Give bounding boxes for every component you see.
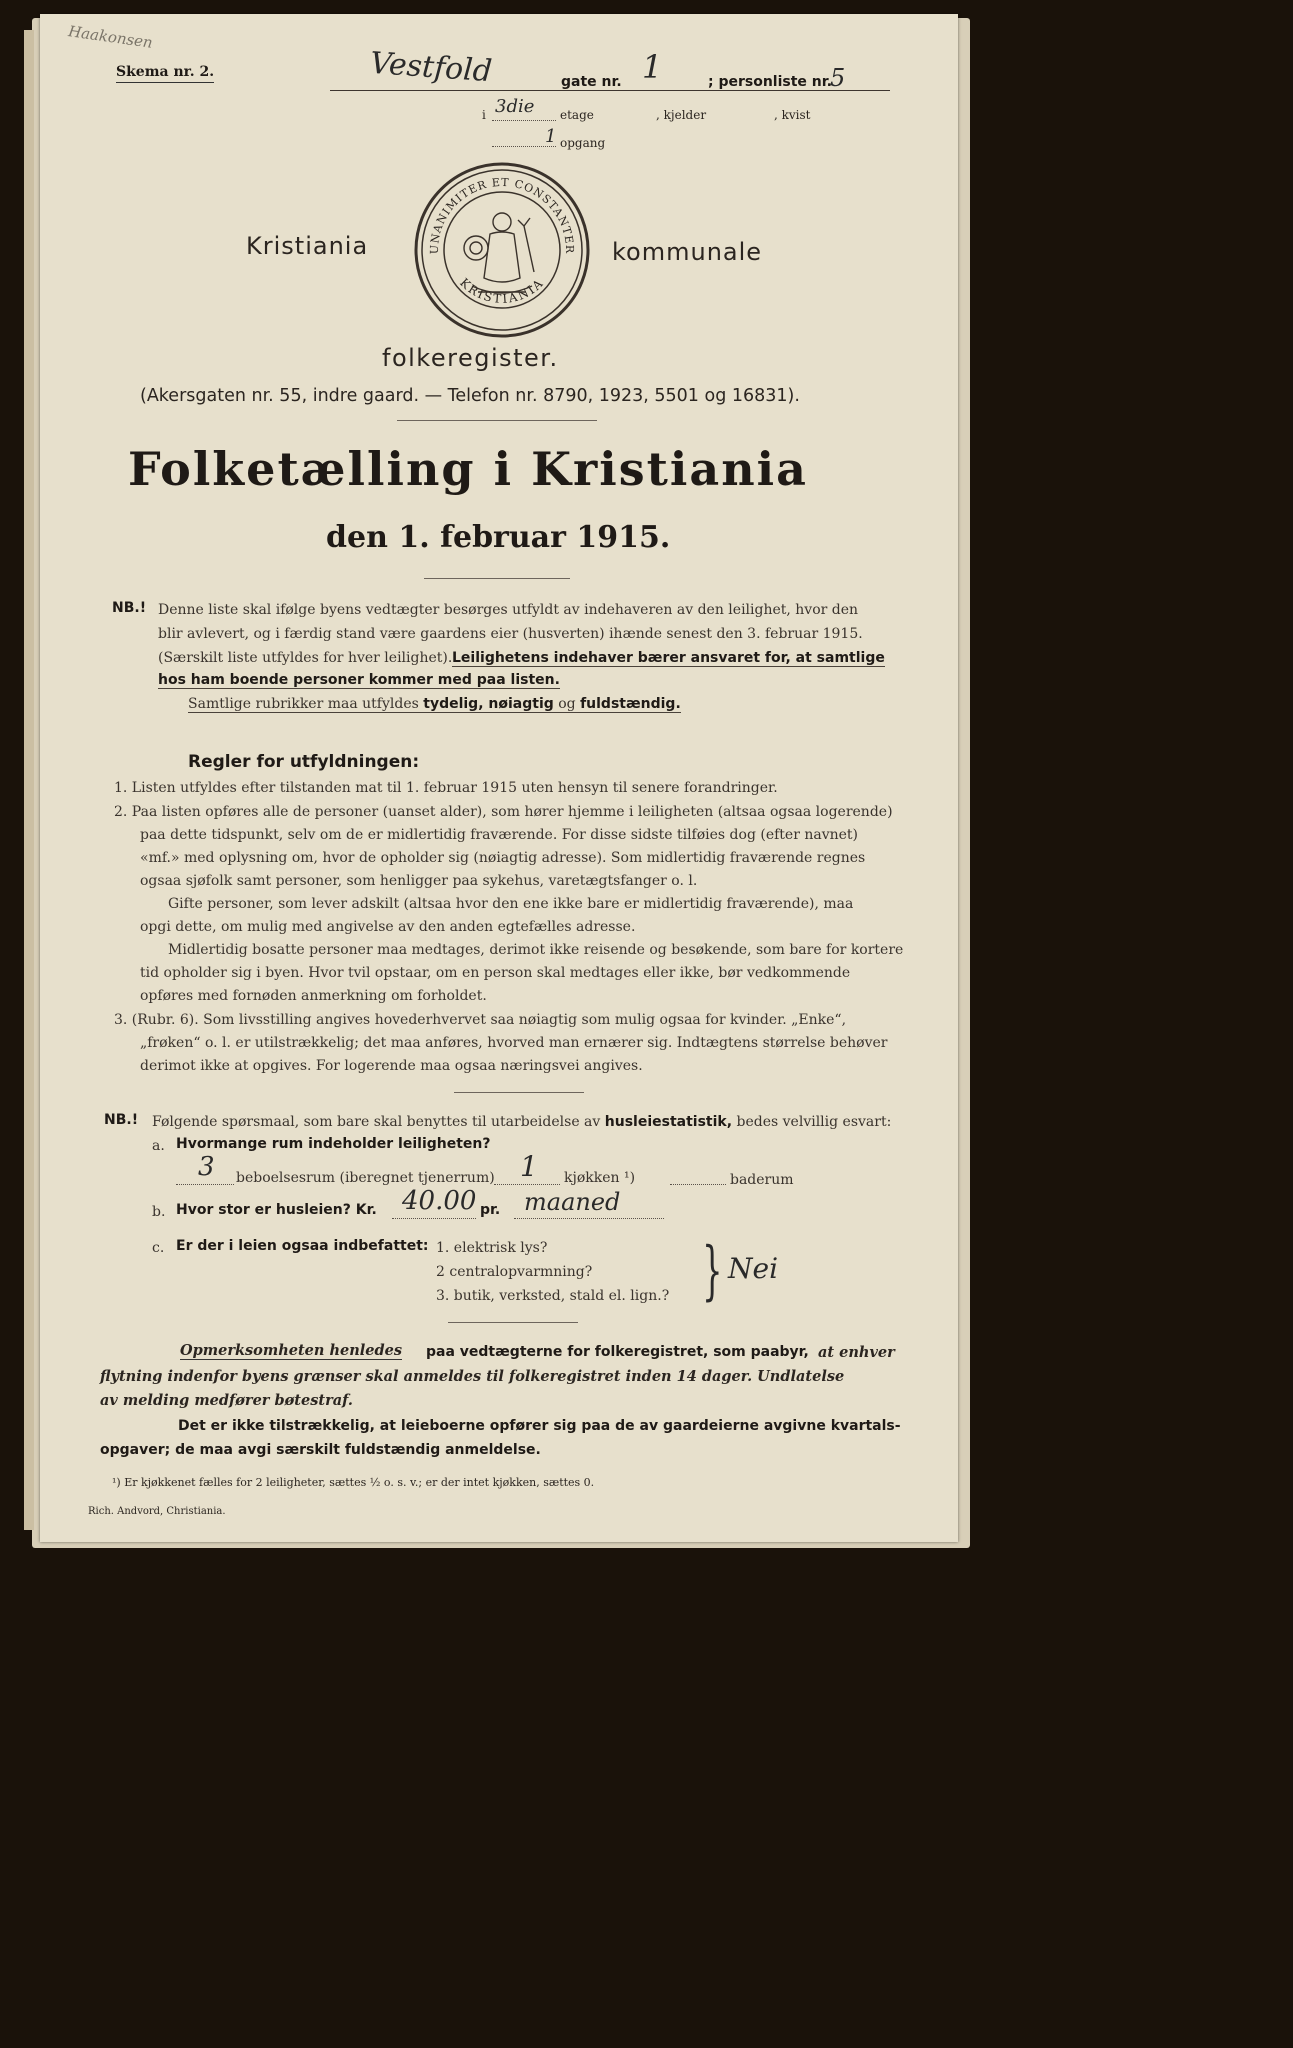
per-line [514,1218,664,1219]
etage-label: etage [560,108,594,122]
question-b: Hvor stor er husleien? Kr. [176,1202,377,1218]
notice-line5: opgaver; de maa avgi særskilt fuldstændig anmeldelse. [100,1442,541,1458]
rules-line-5: ogsaa sjøfolk samt personer, som henligger paa sykehus, varetægtsfanger o. l. [140,873,698,889]
divider-1 [397,420,597,421]
kvist-label: , kvist [774,108,811,122]
question-b-label: b. [152,1204,166,1220]
nb1-line2: blir avlevert, og i færdig stand være gaardens eier (husverten) ihænde senest den 3. februar 1915. [158,626,863,642]
kitchen-line [494,1184,560,1185]
question-a-label: a. [152,1138,165,1154]
main-title: Folketælling i Kristiania [128,442,808,496]
c-item-2: 2 centralopvarmning? [436,1264,593,1280]
rules-line-4: «mf.» med oplysning om, hvor de opholder sig (nøiagtig adresse). Som midlertidig fraværende regnes [140,850,866,866]
kitchen-label: kjøkken ¹) [564,1170,636,1186]
rules-line-9: tid opholder sig i byen. Hvor tvil opstaar, om en person skal medtages eller ikke, bør vedkommende [140,965,851,981]
c-item-3: 3. butik, verksted, stald el. lign.? [436,1288,670,1304]
opgang-label: opgang [560,136,606,150]
nb1-line3-plain: (Særskilt liste utfyldes for hver leilighet). [158,650,453,666]
footnote: ¹) Er kjøkkenet fælles for 2 leiligheter, sættes ½ o. s. v.; er der intet kjøkken, sættes 0. [112,1476,595,1489]
rules-line-12: „frøken“ o. l. er utilstrækkelig; det maa anføres, hvorved man ernærer sig. Indtægtens størrelse behøver [140,1035,888,1051]
rules-line-7: opgi dette, om mulig med angivelse av den anden egtefælles adresse. [140,919,636,935]
kitchen-value: 1 [520,1150,538,1183]
nb1-line1: Denne liste skal ifølge byens vedtægter besørges utfyldt av indehaveren av den leilighet, hvor den [158,602,859,618]
rules-heading: Regler for utfyldningen: [188,752,420,772]
gate-value: 1 [642,48,663,86]
i-label: i [482,108,486,122]
divider-3 [454,1092,584,1093]
rules-line-6: Gifte personer, som lever adskilt (altsaa hvor den ene ikke bare er midlertidig fraværende), maa [168,896,854,912]
printer-credit: Rich. Andvord, Christiania. [88,1506,226,1517]
street-handwritten: Vestfold [368,45,494,90]
nb1-line4-bold: hos ham boende personer kommer med paa listen. [158,672,560,688]
nb1-line5: Samtlige rubrikker maa utfyldes tydelig, nøiagtig og fuldstændig. [188,696,681,712]
personliste-value: 5 [830,64,846,92]
etage-value: 3die [495,96,535,117]
address-phone-line: (Akersgaten nr. 55, indre gaard. — Telefon nr. 8790, 1923, 5501 og 16831). [140,386,800,406]
rules-line-8: Midlertidig bosatte personer maa medtages, derimot ikke reisende og besøkende, som bare for kortere [168,942,904,958]
title-right-word: kommunale [612,238,763,266]
nb1-line3-bold: Leilighetens indehaver bærer ansvaret for, at samtlige [452,650,885,666]
rooms-line [176,1184,234,1185]
rooms-label: beboelsesrum (iberegnet tjenerrum) [236,1170,495,1186]
notice-line3: av melding medfører bøtestraf. [100,1392,353,1409]
rent-line [392,1218,476,1219]
rules-line-2: 2. Paa listen opføres alle de personer (uanset alder), som hører hjemme i leiligheten (altsaa ogsaa logerende) [114,804,893,820]
notice-line1: paa vedtægterne for folkeregistret, som paabyr, [426,1344,809,1360]
notice-line2: flytning indenfor byens grænser skal anmeldes til folkeregistret inden 14 dager. Undlatelse [100,1368,845,1385]
rules-line-13: derimot ikke at opgives. For logerende maa ogsaa næringsvei angives. [140,1058,643,1074]
seal-text-bottom: KRISTIANIA [457,275,547,306]
rent-value: 40.00 [402,1186,477,1216]
census-form [40,14,958,1542]
question-a: Hvormange rum indeholder leiligheten? [176,1136,491,1152]
schema-label: Skema nr. 2. [116,64,214,83]
personliste-label: ; personliste nr. [708,74,832,90]
answer-brace: } [702,1234,723,1308]
corner-pencil-note: Haakonsen [67,22,154,52]
divider-4 [448,1322,578,1323]
kjelder-label: , kjelder [656,108,707,122]
question-c: Er der i leien ogsaa indbefattet: [176,1238,429,1254]
seal-text-top: UNANIMITER ET CONSTANTER [427,175,577,255]
rules-line-11: 3. (Rubr. 6). Som livsstilling angives hovederhvervet saa nøiagtig som mulig ogsaa for kvinder. „Enke“, [114,1012,847,1028]
rules-line-3: paa dette tidspunkt, selv om de er midlertidig fraværende. For disse sidste tilføies dog (efter navnet) [140,827,859,843]
opgang-value: 1 [545,126,557,147]
nb2-intro: Følgende spørsmaal, som bare skal benyttes til utarbeidelse av husleiestatistik, bedes velvillig esvart: [152,1114,892,1130]
nb2-label: NB.! [104,1112,139,1128]
rooms-value: 3 [198,1152,215,1182]
notice-lead: Opmerksomheten henledes [180,1342,403,1359]
gate-label: gate nr. [561,74,622,90]
divider-2 [424,578,570,579]
rules-line-1: 1. Listen utfyldes efter tilstanden mat til 1. februar 1915 uten hensyn til senere forandringer. [114,780,778,796]
folkeregister-line: folkeregister. [382,344,559,372]
rules-line-10: opføres med fornøden anmerkning om forholdet. [140,988,487,1004]
c-item-1: 1. elektrisk lys? [436,1240,548,1256]
per-value: maaned [524,1188,621,1216]
bath-line [670,1184,726,1185]
notice-line1-italic: at enhver [818,1344,895,1361]
question-c-label: c. [152,1240,165,1256]
etage-line [492,120,556,121]
title-left-word: Kristiania [246,232,369,260]
c-answer: Nei [728,1252,779,1285]
paper-edge [24,30,34,1530]
opgang-line [492,146,556,147]
bath-label: baderum [730,1172,794,1188]
nb1-label: NB.! [112,600,147,616]
date-line: den 1. februar 1915. [326,520,671,555]
per-label: pr. [480,1202,501,1218]
address-line [330,90,890,91]
city-seal [412,160,592,340]
notice-line4: Det er ikke tilstrækkelig, at leieboerne opfører sig paa de av gaardeierne avgivne kvartals- [178,1418,901,1434]
